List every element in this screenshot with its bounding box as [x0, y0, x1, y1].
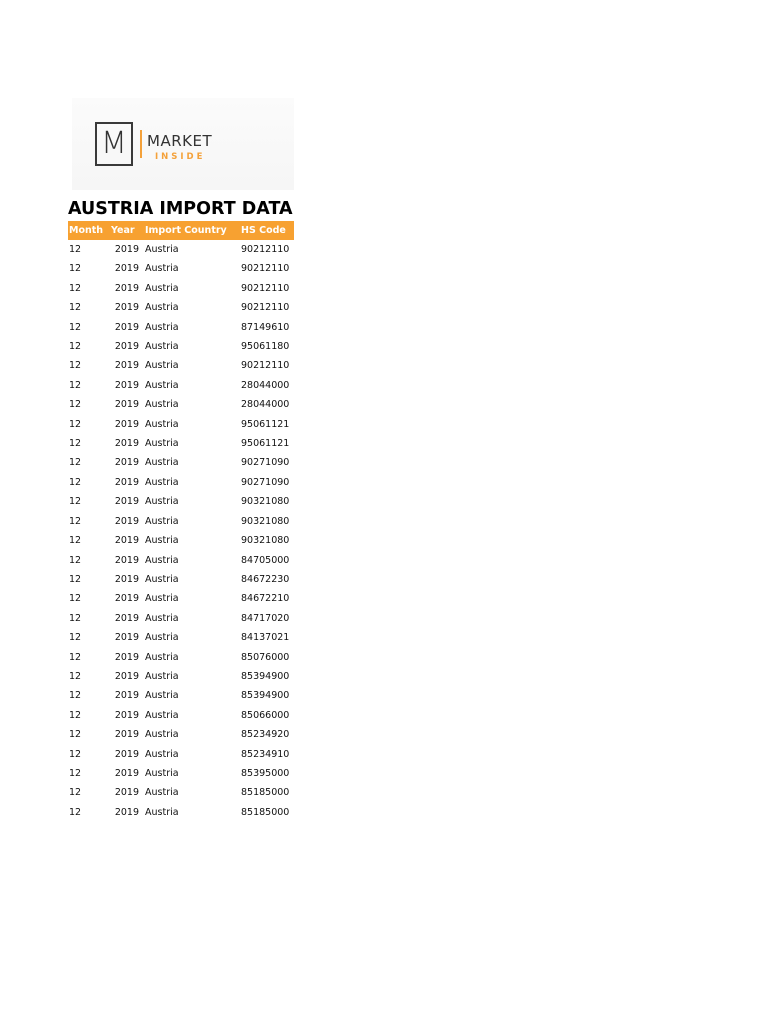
cell-year: 2019 — [114, 496, 139, 508]
cell-hs-code: 28044000 — [241, 379, 290, 391]
cell-hs-code: 85234920 — [241, 729, 290, 741]
cell-hs-code: 84137021 — [241, 632, 290, 644]
cell-month: 12 — [69, 496, 82, 508]
table-row — [68, 356, 294, 375]
cell-month: 12 — [69, 515, 82, 527]
cell-import-country: Austria — [145, 302, 179, 314]
cell-import-country: Austria — [145, 399, 179, 411]
table-row — [68, 551, 294, 570]
cell-year: 2019 — [114, 709, 139, 721]
cell-month: 12 — [69, 535, 82, 547]
table-row — [68, 764, 294, 783]
cell-hs-code: 90212110 — [241, 282, 290, 294]
cell-year: 2019 — [114, 515, 139, 527]
cell-year: 2019 — [114, 360, 139, 372]
cell-month: 12 — [69, 457, 82, 469]
cell-year: 2019 — [114, 573, 139, 585]
logo-divider — [140, 130, 142, 158]
cell-year: 2019 — [114, 806, 139, 818]
logo-mark: M — [95, 122, 133, 166]
cell-hs-code: 84672210 — [241, 593, 290, 605]
table-row — [68, 648, 294, 667]
cell-year: 2019 — [114, 632, 139, 644]
cell-hs-code: 90271090 — [241, 476, 290, 488]
table-row — [68, 259, 294, 278]
table-row — [68, 434, 294, 453]
logo-word-main: MARKET — [147, 132, 213, 150]
cell-year: 2019 — [114, 263, 139, 275]
table-row — [68, 589, 294, 608]
cell-hs-code: 87149610 — [241, 321, 290, 333]
cell-year: 2019 — [114, 767, 139, 779]
cell-hs-code: 95061180 — [241, 341, 290, 353]
cell-import-country: Austria — [145, 554, 179, 566]
cell-month: 12 — [69, 476, 82, 488]
cell-year: 2019 — [114, 554, 139, 566]
cell-month: 12 — [69, 418, 82, 430]
cell-month: 12 — [69, 263, 82, 275]
cell-month: 12 — [69, 399, 82, 411]
sheet-title: AUSTRIA IMPORT DATA — [68, 199, 293, 219]
cell-import-country: Austria — [145, 787, 179, 799]
table-row — [68, 376, 294, 395]
cell-import-country: Austria — [145, 438, 179, 450]
table-row — [68, 628, 294, 647]
cell-import-country: Austria — [145, 690, 179, 702]
cell-import-country: Austria — [145, 515, 179, 527]
table-body — [68, 240, 294, 822]
table-row — [68, 415, 294, 434]
table-row — [68, 667, 294, 686]
cell-import-country: Austria — [145, 341, 179, 353]
cell-month: 12 — [69, 302, 82, 314]
cell-hs-code: 90321080 — [241, 535, 290, 547]
cell-hs-code: 85234910 — [241, 748, 290, 760]
cell-year: 2019 — [114, 282, 139, 294]
cell-hs-code: 90212110 — [241, 244, 290, 255]
cell-hs-code: 90212110 — [241, 360, 290, 372]
cell-hs-code: 85395000 — [241, 767, 290, 779]
column-header-hs-code: HS Code — [241, 225, 286, 236]
table-row — [68, 686, 294, 705]
cell-import-country: Austria — [145, 282, 179, 294]
cell-year: 2019 — [114, 651, 139, 663]
cell-year: 2019 — [114, 244, 139, 255]
cell-hs-code: 85066000 — [241, 709, 290, 721]
cell-import-country: Austria — [145, 651, 179, 663]
cell-month: 12 — [69, 573, 82, 585]
cell-import-country: Austria — [145, 263, 179, 275]
table-row — [68, 395, 294, 414]
cell-hs-code: 90321080 — [241, 496, 290, 508]
table-row — [68, 531, 294, 550]
cell-hs-code: 85076000 — [241, 651, 290, 663]
table-header-row — [68, 221, 294, 240]
cell-month: 12 — [69, 729, 82, 741]
cell-import-country: Austria — [145, 632, 179, 644]
cell-import-country: Austria — [145, 360, 179, 372]
cell-month: 12 — [69, 651, 82, 663]
cell-month: 12 — [69, 748, 82, 760]
table-row — [68, 492, 294, 511]
cell-hs-code: 85394900 — [241, 690, 290, 702]
cell-month: 12 — [69, 787, 82, 799]
cell-import-country: Austria — [145, 767, 179, 779]
table-row — [68, 298, 294, 317]
table-row — [68, 745, 294, 764]
cell-import-country: Austria — [145, 418, 179, 430]
cell-year: 2019 — [114, 787, 139, 799]
cell-import-country: Austria — [145, 709, 179, 721]
cell-import-country: Austria — [145, 379, 179, 391]
cell-month: 12 — [69, 244, 82, 255]
cell-month: 12 — [69, 690, 82, 702]
cell-year: 2019 — [114, 612, 139, 624]
column-header-year: Year — [111, 225, 135, 236]
cell-hs-code: 85394900 — [241, 670, 290, 682]
cell-hs-code: 84705000 — [241, 554, 290, 566]
cell-import-country: Austria — [145, 612, 179, 624]
cell-month: 12 — [69, 360, 82, 372]
cell-hs-code: 85185000 — [241, 806, 290, 818]
cell-hs-code: 84717020 — [241, 612, 290, 624]
column-header-month: Month — [69, 225, 104, 236]
cell-import-country: Austria — [145, 476, 179, 488]
cell-hs-code: 90271090 — [241, 457, 290, 469]
cell-year: 2019 — [114, 418, 139, 430]
import-data-sheet — [68, 198, 294, 822]
cell-import-country: Austria — [145, 573, 179, 585]
cell-month: 12 — [69, 632, 82, 644]
cell-month: 12 — [69, 554, 82, 566]
cell-month: 12 — [69, 612, 82, 624]
cell-import-country: Austria — [145, 670, 179, 682]
cell-import-country: Austria — [145, 593, 179, 605]
table-row — [68, 453, 294, 472]
cell-year: 2019 — [114, 321, 139, 333]
cell-year: 2019 — [114, 670, 139, 682]
table-row — [68, 803, 294, 822]
table-row — [68, 473, 294, 492]
table-row — [68, 706, 294, 725]
table-row — [68, 725, 294, 744]
cell-month: 12 — [69, 438, 82, 450]
cell-year: 2019 — [114, 379, 139, 391]
cell-month: 12 — [69, 341, 82, 353]
cell-import-country: Austria — [145, 748, 179, 760]
cell-month: 12 — [69, 806, 82, 818]
cell-import-country: Austria — [145, 457, 179, 469]
cell-month: 12 — [69, 593, 82, 605]
table-row — [68, 512, 294, 531]
cell-month: 12 — [69, 282, 82, 294]
cell-month: 12 — [69, 767, 82, 779]
cell-year: 2019 — [114, 341, 139, 353]
cell-year: 2019 — [114, 729, 139, 741]
cell-year: 2019 — [114, 438, 139, 450]
table-row — [68, 783, 294, 802]
cell-year: 2019 — [114, 302, 139, 314]
cell-hs-code: 28044000 — [241, 399, 290, 411]
table-row — [68, 279, 294, 298]
cell-year: 2019 — [114, 457, 139, 469]
cell-year: 2019 — [114, 690, 139, 702]
cell-import-country: Austria — [145, 535, 179, 547]
cell-month: 12 — [69, 670, 82, 682]
cell-hs-code: 95061121 — [241, 438, 290, 450]
market-inside-logo — [72, 98, 294, 190]
cell-year: 2019 — [114, 593, 139, 605]
cell-year: 2019 — [114, 399, 139, 411]
cell-hs-code: 90212110 — [241, 263, 290, 275]
cell-hs-code: 84672230 — [241, 573, 290, 585]
cell-import-country: Austria — [145, 244, 179, 255]
cell-year: 2019 — [114, 476, 139, 488]
cell-hs-code: 95061121 — [241, 418, 290, 430]
cell-import-country: Austria — [145, 496, 179, 508]
cell-month: 12 — [69, 379, 82, 391]
import-data-table — [68, 221, 294, 822]
cell-import-country: Austria — [145, 321, 179, 333]
cell-year: 2019 — [114, 535, 139, 547]
logo-word-sub: INSIDE — [155, 152, 206, 162]
cell-month: 12 — [69, 709, 82, 721]
cell-hs-code: 90321080 — [241, 515, 290, 527]
cell-import-country: Austria — [145, 806, 179, 818]
table-row — [68, 609, 294, 628]
column-header-import-country: Import Country — [145, 225, 227, 236]
table-row — [68, 570, 294, 589]
table-row — [68, 337, 294, 356]
cell-hs-code: 85185000 — [241, 787, 290, 799]
cell-hs-code: 90212110 — [241, 302, 290, 314]
cell-month: 12 — [69, 321, 82, 333]
cell-import-country: Austria — [145, 729, 179, 741]
table-row — [68, 318, 294, 337]
table-row — [68, 240, 294, 259]
cell-year: 2019 — [114, 748, 139, 760]
